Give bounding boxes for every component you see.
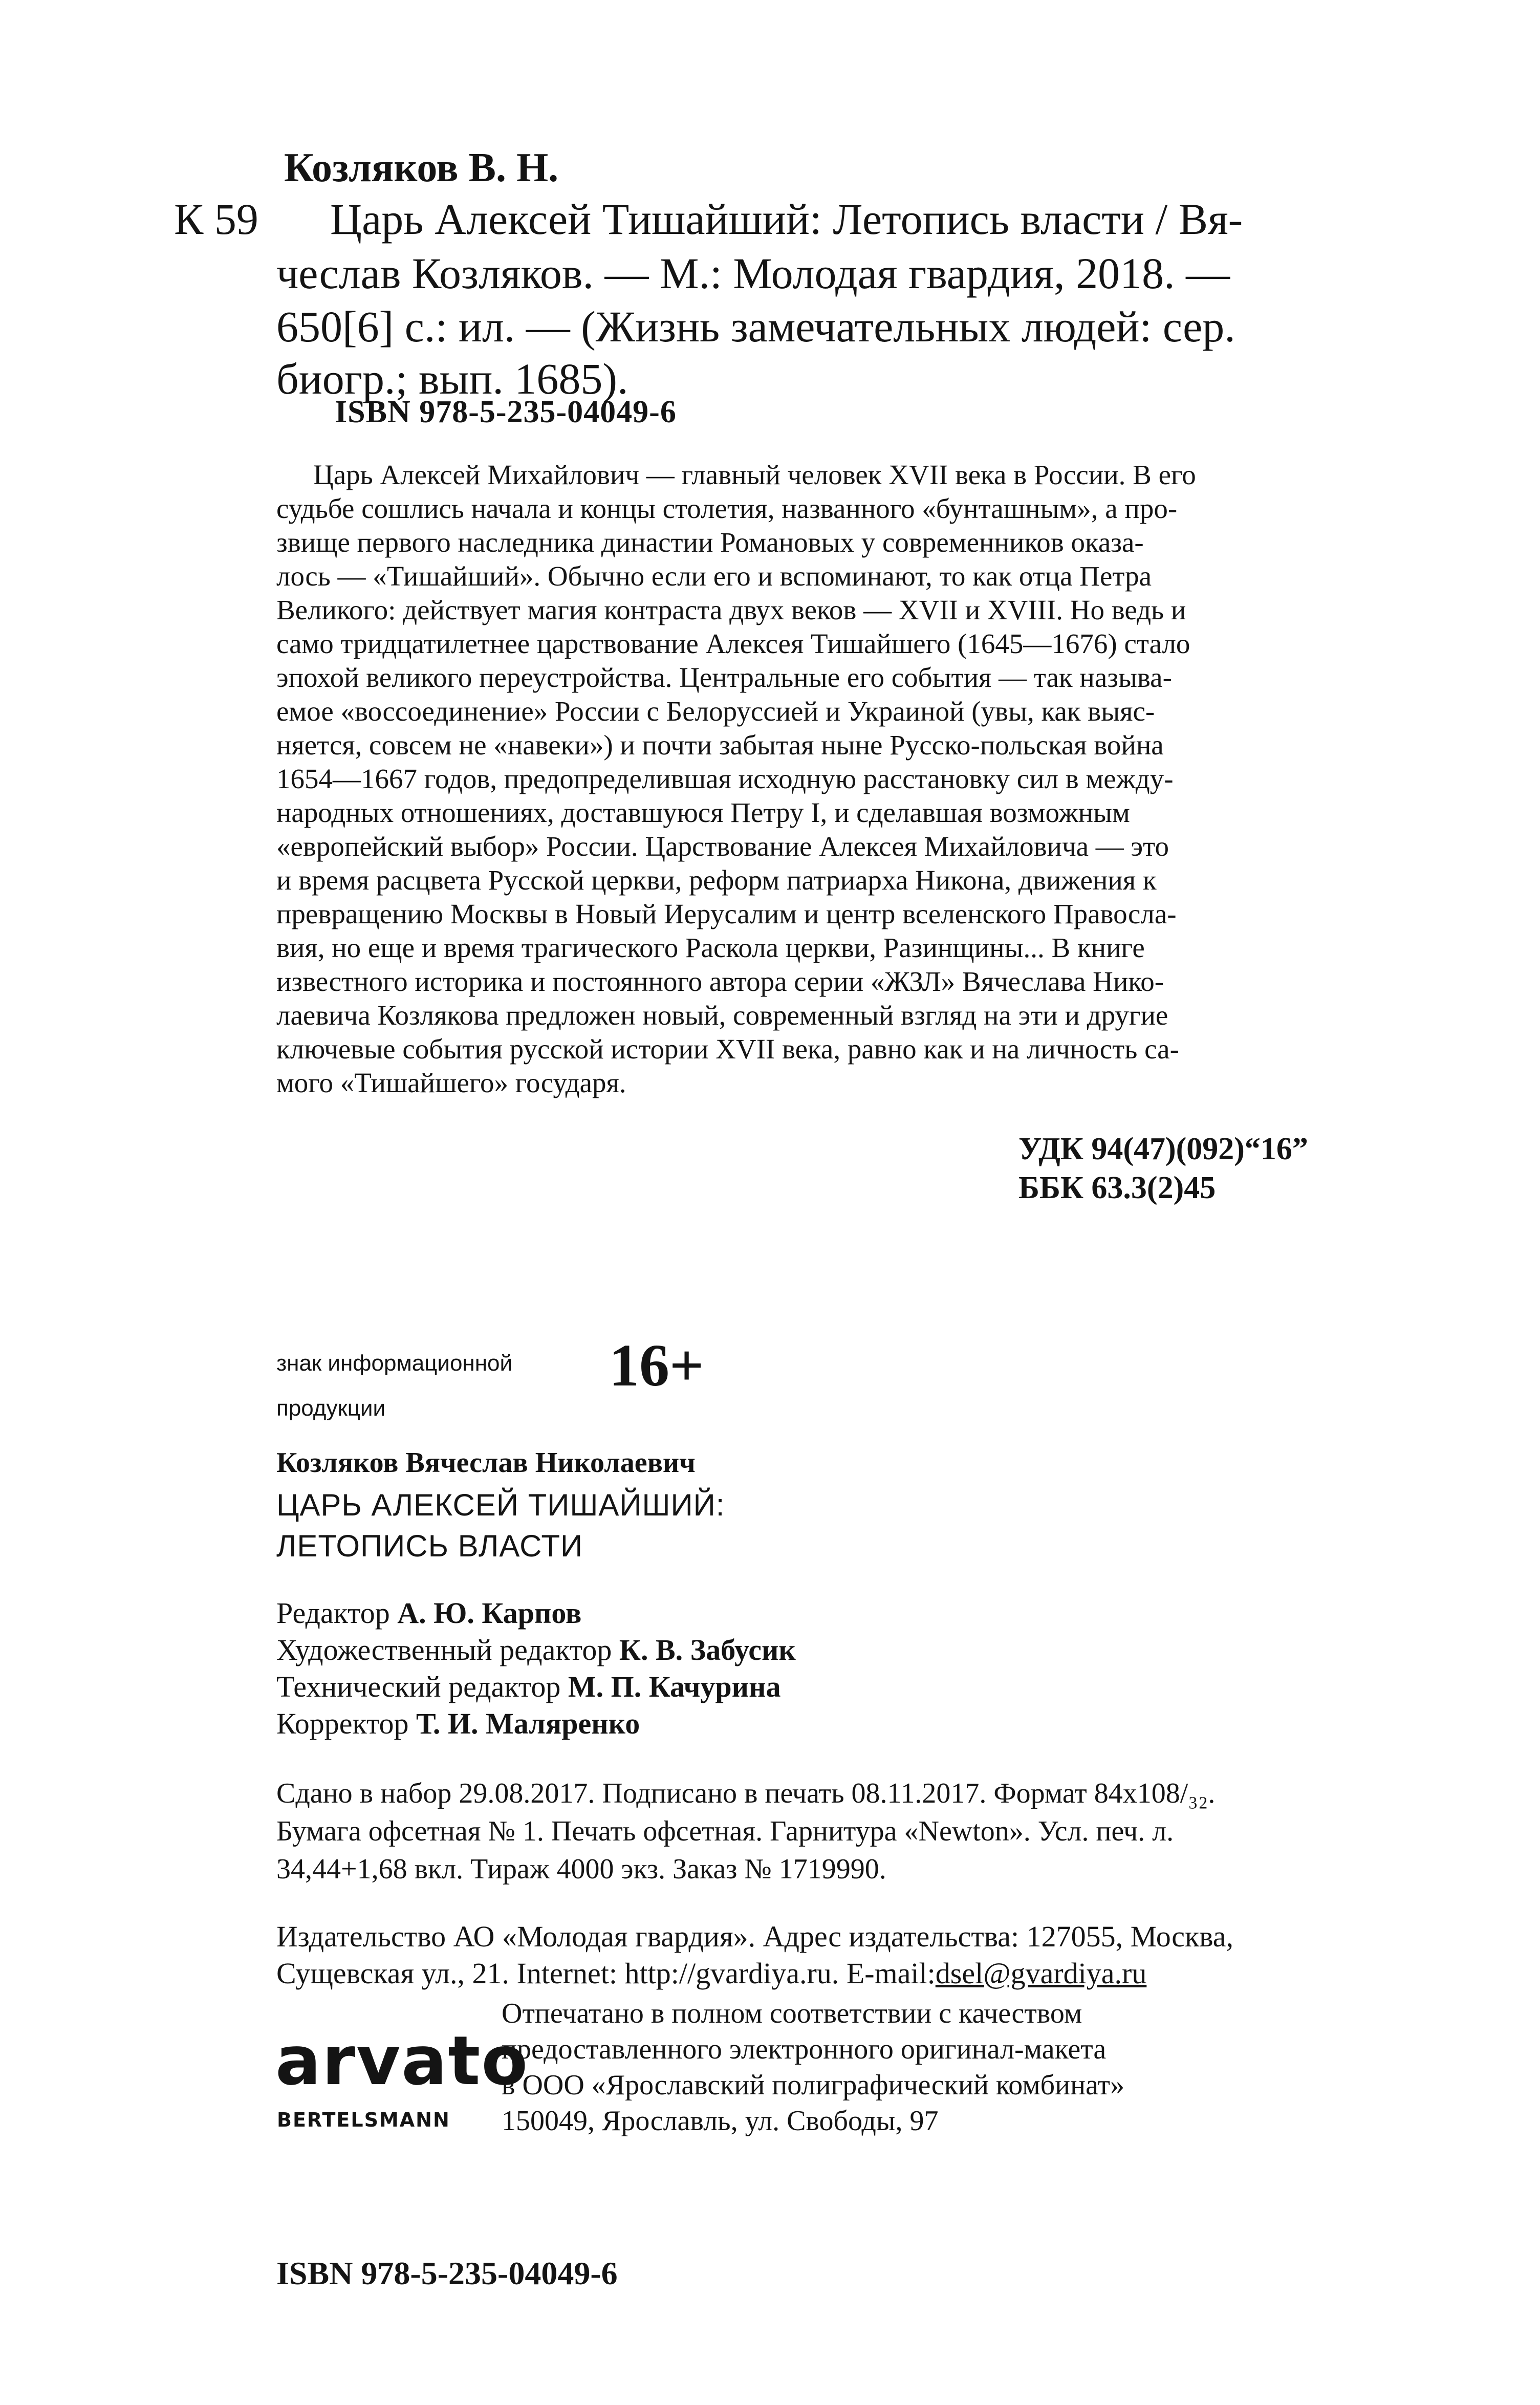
- tech-line: Сдано в набор 29.08.2017. Подписано в печать 08.11.2017. Формат 84x108/₃₂.: [276, 1778, 1216, 1809]
- udk-code: УДК 94(47)(092)“16”: [1018, 1132, 1308, 1166]
- staff-name: А. Ю. Карпов: [397, 1596, 582, 1630]
- isbn-top: ISBN 978-5-235-04049-6: [335, 395, 677, 429]
- abstract-line: превращению Москвы в Новый Иерусалим и центр вселенского Правосла-: [276, 898, 1177, 929]
- publisher-line: Издательство АО «Молодая гвардия». Адрес издательства: 127055, Москва,: [276, 1920, 1234, 1953]
- abstract-line: «европейский выбор» России. Царствование Алексея Михайловича — это: [276, 831, 1169, 862]
- abstract-line: Великого: действует магия контраста двух веков — XVII и XVIII. Но ведь и: [276, 594, 1186, 625]
- isbn-bottom: ISBN 978-5-235-04049-6: [276, 2255, 618, 2291]
- bertelsmann-logo: BERTELSMANN: [277, 2109, 450, 2131]
- imprint-author: Козляков Вячеслав Николаевич: [276, 1447, 696, 1479]
- publisher-email-link[interactable]: dsel@gvardiya.ru: [935, 1957, 1147, 1990]
- staff-role: Художественный редактор: [276, 1633, 619, 1666]
- imprint-title-line: ЦАРЬ АЛЕКСЕЙ ТИШАЙШИЙ:: [276, 1488, 725, 1522]
- staff-role: Технический редактор: [276, 1670, 568, 1703]
- age-sign-label-line: знак информационной: [276, 1351, 513, 1376]
- abstract-line: емое «воссоединение» России с Белоруссией и Украиной (увы, как выяс-: [276, 696, 1155, 727]
- staff-proofreader: [276, 1706, 640, 1741]
- abstract-line: эпохой великого переустройства. Центральные его события — так называ-: [276, 662, 1172, 693]
- staff-name: Т. И. Маляренко: [416, 1707, 640, 1740]
- abstract-line: звище первого наследника династии Романовых у современников оказа-: [276, 527, 1144, 558]
- tech-line: 34,44+1,68 вкл. Тираж 4000 экз. Заказ № 1719990.: [276, 1853, 886, 1885]
- citation-line: 650[6] с.: ил. — (Жизнь замечательных людей: сер.: [276, 302, 1235, 351]
- printer-line: 150049, Ярославль, ул. Свободы, 97: [502, 2105, 939, 2137]
- publisher-address: Сущевская ул., 21. Internet: http://gvardiya.ru. E-mail:: [276, 1957, 936, 1990]
- printer-line: в ООО «Ярославский полиграфический комбинат»: [502, 2069, 1124, 2101]
- abstract-line: ключевые события русской истории XVII века, равно как и на личность са-: [276, 1033, 1179, 1065]
- abstract-line: и время расцвета Русской церкви, реформ патриарха Никона, движения к: [276, 864, 1157, 896]
- staff-role: Корректор: [276, 1707, 417, 1740]
- staff-editor: [276, 1596, 581, 1630]
- abstract-line: мого «Тишайшего» государя.: [276, 1067, 626, 1098]
- staff-tech-editor: [276, 1670, 781, 1704]
- abstract-line: народных отношениях, доставшуюся Петру I, и сделавшая возможным: [276, 797, 1130, 828]
- citation-line: Царь Алексей Тишайший: Летопись власти / Вя-: [330, 194, 1243, 244]
- staff-art-editor: [276, 1633, 796, 1667]
- age-rating: 16+: [609, 1332, 704, 1399]
- arvato-logo: arvato: [275, 2022, 529, 2100]
- tech-line: Бумага офсетная № 1. Печать офсетная. Гарнитура «Newton». Усл. печ. л.: [276, 1815, 1174, 1847]
- abstract-line: само тридцатилетнее царствование Алексея Тишайшего (1645—1676) стало: [276, 628, 1190, 659]
- abstract-line: известного историка и постоянного автора серии «ЖЗЛ» Вячеслава Нико-: [276, 966, 1164, 997]
- age-sign-label-line: продукции: [276, 1396, 386, 1421]
- classification-code: К 59: [174, 194, 258, 244]
- citation-line: чеслав Козляков. — М.: Молодая гвардия, 2018. —: [276, 249, 1230, 298]
- staff-role: Редактор: [276, 1596, 398, 1630]
- staff-name: М. П. Качурина: [568, 1670, 781, 1703]
- printer-line: Отпечатано в полном соответствии с качеством: [502, 1998, 1082, 2029]
- abstract-line: лось — «Тишайший». Обычно если его и вспоминают, то как отца Петра: [276, 560, 1152, 592]
- staff-name: К. В. Забусик: [619, 1633, 796, 1666]
- printer-line: предоставленного электронного оригинал-макета: [502, 2033, 1107, 2065]
- age-sign-label: [276, 1341, 512, 1431]
- abstract-line: лаевича Козлякова предложен новый, современный взгляд на эти и другие: [276, 1000, 1168, 1031]
- abstract-line: Царь Алексей Михайлович — главный человек XVII века в России. В его: [313, 459, 1196, 490]
- abstract-line: няется, совсем не «навеки») и почти забытая ныне Русско-польская война: [276, 729, 1164, 761]
- publisher-line: [276, 1956, 1146, 1990]
- bbk-code: ББК 63.3(2)45: [1018, 1171, 1216, 1205]
- abstract-line: 1654—1667 годов, предопределившая исходную расстановку сил в между-: [276, 763, 1174, 794]
- abstract-line: вия, но еще и время трагического Раскола церкви, Разинщины... В книге: [276, 932, 1145, 963]
- imprint-title-line: ЛЕТОПИСЬ ВЛАСТИ: [276, 1529, 583, 1563]
- author-heading: Козляков В. Н.: [284, 145, 559, 190]
- abstract-line: судьбе сошлись начала и концы столетия, названного «бунташным», а про-: [276, 493, 1178, 524]
- citation-line: биогр.; вып. 1685).: [276, 354, 628, 403]
